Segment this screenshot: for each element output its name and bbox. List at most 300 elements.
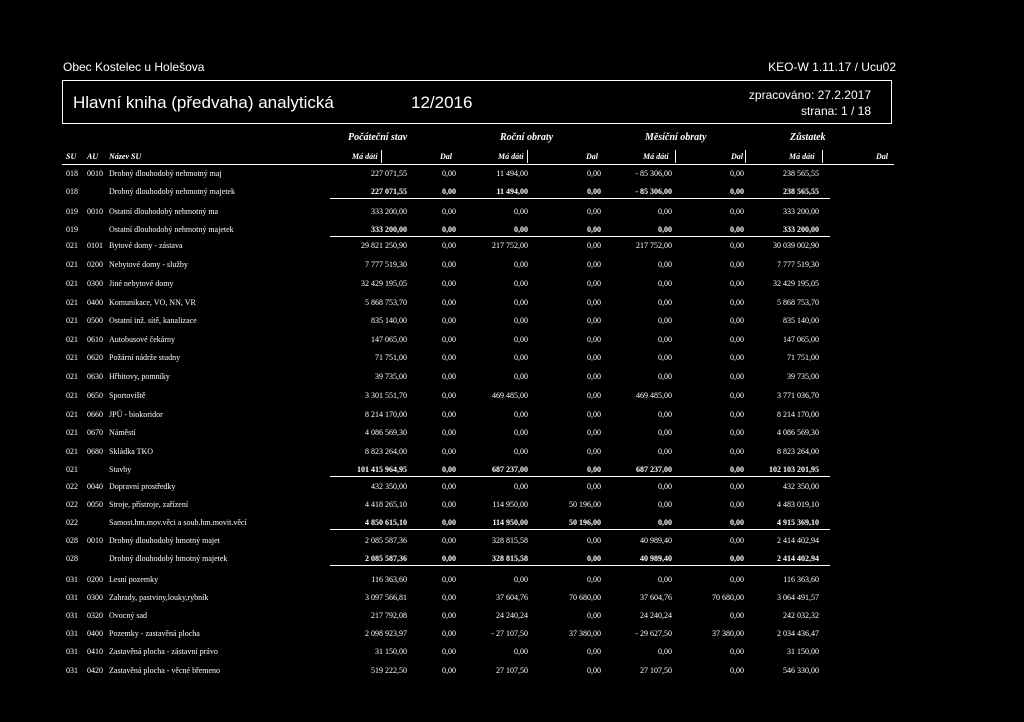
cell-balance-md: 30 039 002,90 — [773, 241, 819, 250]
table-row — [0, 169, 1024, 181]
cell-annual-md: 0,00 — [514, 428, 528, 437]
col-balance-md: Má dáti — [789, 152, 815, 161]
cell-su: 021 — [66, 428, 78, 437]
cell-balance-md: 238 565,55 — [783, 169, 819, 178]
cell-su: 028 — [66, 554, 78, 563]
cell-annual-md: 328 815,58 — [492, 536, 528, 545]
summary-underline — [330, 198, 830, 199]
cell-su: 021 — [66, 316, 78, 325]
cell-opening-md: 227 071,55 — [371, 187, 407, 196]
cell-opening-md: 8 214 170,00 — [365, 410, 407, 419]
cell-opening-d: 0,00 — [442, 410, 456, 419]
cell-balance-md: 32 429 195,05 — [773, 279, 819, 288]
cell-monthly-d: 0,00 — [730, 279, 744, 288]
cell-monthly-md: 0,00 — [658, 482, 672, 491]
cell-monthly-md: 40 989,40 — [640, 536, 672, 545]
cell-au: 0400 — [87, 298, 103, 307]
table-row — [0, 593, 1024, 605]
cell-au: 0200 — [87, 575, 103, 584]
table-row — [0, 207, 1024, 219]
cell-balance-md: 546 330,00 — [783, 666, 819, 675]
cell-monthly-d: 0,00 — [730, 428, 744, 437]
cell-monthly-d: 0,00 — [730, 536, 744, 545]
cell-monthly-d: 0,00 — [730, 207, 744, 216]
cell-su: 021 — [66, 372, 78, 381]
cell-monthly-md: 0,00 — [658, 225, 672, 234]
cell-opening-d: 0,00 — [442, 647, 456, 656]
table-row — [0, 353, 1024, 365]
cell-su: 031 — [66, 575, 78, 584]
table-row — [0, 241, 1024, 253]
table-row — [0, 611, 1024, 623]
cell-name: Hřbitovy, pomníky — [109, 372, 170, 381]
cell-balance-md: 333 200,00 — [783, 207, 819, 216]
col-name: Název SU — [109, 152, 142, 161]
cell-annual-d: 0,00 — [587, 187, 601, 196]
table-row — [0, 500, 1024, 512]
cell-name: Drobný dlouhodobý hmotný majetek — [109, 554, 228, 563]
cell-balance-md: 3 064 491,57 — [777, 593, 819, 602]
cell-opening-md: 2 098 923,97 — [365, 629, 407, 638]
cell-balance-md: 39 735,00 — [787, 372, 819, 381]
cell-monthly-d: 0,00 — [730, 260, 744, 269]
table-row — [0, 647, 1024, 659]
cell-name: Ostatní inž. sítě, kanalizace — [109, 316, 197, 325]
cell-name: Drobný dlouhodobý nehmotný maj — [109, 169, 222, 178]
cell-balance-md: 238 565,55 — [783, 187, 819, 196]
report-period: 12/2016 — [411, 93, 473, 112]
cell-balance-md: 2 414 402,94 — [777, 554, 819, 563]
cell-opening-md: 71 751,00 — [375, 353, 407, 362]
cell-opening-d: 0,00 — [442, 629, 456, 638]
cell-annual-md: 0,00 — [514, 279, 528, 288]
col-opening-md: Má dáti — [352, 152, 378, 161]
cell-annual-md: 0,00 — [514, 647, 528, 656]
cell-name: JPÚ - biokoridor — [109, 410, 163, 419]
group-opening: Počáteční stav — [348, 132, 408, 143]
cell-su: 021 — [66, 353, 78, 362]
cell-annual-d: 0,00 — [587, 410, 601, 419]
cell-opening-d: 0,00 — [442, 207, 456, 216]
cell-opening-md: 29 821 250,90 — [361, 241, 407, 250]
cell-monthly-d: 0,00 — [730, 391, 744, 400]
cell-annual-md: - 27 107,50 — [491, 629, 528, 638]
cell-au: 0010 — [87, 536, 103, 545]
cell-su: 018 — [66, 169, 78, 178]
cell-balance-md: 835 140,00 — [783, 316, 819, 325]
table-row — [0, 298, 1024, 310]
cell-opening-md: 2 085 587,36 — [365, 536, 407, 545]
cell-monthly-d: 0,00 — [730, 518, 744, 527]
table-row — [0, 372, 1024, 384]
cell-su: 021 — [66, 410, 78, 419]
cell-annual-d: 0,00 — [587, 225, 601, 234]
cell-monthly-d: 0,00 — [730, 335, 744, 344]
cell-opening-md: 147 065,00 — [371, 335, 407, 344]
organization-name: Obec Kostelec u Holešova — [63, 60, 205, 74]
cell-balance-md: 2 034 436,47 — [777, 629, 819, 638]
cell-monthly-md: 0,00 — [658, 298, 672, 307]
cell-opening-d: 0,00 — [442, 316, 456, 325]
report-title: Hlavní kniha (předvaha) analytická — [73, 93, 334, 112]
cell-opening-md: 227 071,55 — [371, 169, 407, 178]
cell-monthly-d: 70 680,00 — [712, 593, 744, 602]
table-row — [0, 391, 1024, 403]
table-row — [0, 482, 1024, 494]
cell-opening-d: 0,00 — [442, 447, 456, 456]
cell-balance-md: 5 868 753,70 — [777, 298, 819, 307]
cell-monthly-md: 0,00 — [658, 518, 672, 527]
header-separator — [745, 150, 746, 163]
cell-monthly-md: 0,00 — [658, 647, 672, 656]
program-version: KEO-W 1.11.17 / Ucu02 — [768, 60, 896, 74]
cell-annual-d: 50 196,00 — [569, 500, 601, 509]
cell-annual-md: 0,00 — [514, 298, 528, 307]
cell-name: Ostatní dlouhodobý nehmotný ma — [109, 207, 219, 216]
cell-annual-d: 0,00 — [587, 391, 601, 400]
cell-annual-d: 0,00 — [587, 666, 601, 675]
cell-su: 021 — [66, 298, 78, 307]
table-row — [0, 629, 1024, 641]
cell-opening-d: 0,00 — [442, 482, 456, 491]
cell-opening-d: 0,00 — [442, 611, 456, 620]
cell-name: Sportoviště — [109, 391, 146, 400]
col-su: SU — [66, 152, 77, 161]
cell-opening-d: 0,00 — [442, 391, 456, 400]
cell-monthly-md: 0,00 — [658, 575, 672, 584]
cell-monthly-md: 0,00 — [658, 335, 672, 344]
cell-su: 031 — [66, 666, 78, 675]
col-opening-d: Dal — [440, 152, 452, 161]
header-separator — [527, 150, 528, 163]
cell-opening-md: 2 085 587,36 — [365, 554, 407, 563]
cell-annual-md: 217 752,00 — [492, 241, 528, 250]
cell-balance-md: 7 777 519,30 — [777, 260, 819, 269]
cell-au: 0500 — [87, 316, 103, 325]
table-row — [0, 316, 1024, 328]
table-row — [0, 536, 1024, 548]
cell-balance-md: 147 065,00 — [783, 335, 819, 344]
cell-opening-d: 0,00 — [442, 241, 456, 250]
cell-au: 0200 — [87, 260, 103, 269]
cell-monthly-d: 0,00 — [730, 410, 744, 419]
cell-au: 0620 — [87, 353, 103, 362]
cell-monthly-d: 0,00 — [730, 372, 744, 381]
cell-annual-md: 27 107,50 — [496, 666, 528, 675]
cell-balance-md: 31 150,00 — [787, 647, 819, 656]
cell-balance-md: 4 915 369,10 — [777, 518, 819, 527]
summary-underline — [330, 476, 830, 477]
cell-annual-d: 0,00 — [587, 241, 601, 250]
cell-annual-d: 70 680,00 — [569, 593, 601, 602]
cell-monthly-md: 24 240,24 — [640, 611, 672, 620]
cell-annual-d: 0,00 — [587, 279, 601, 288]
cell-name: Skládka TKO — [109, 447, 154, 456]
cell-name: Samost.hm.mov.věci a soub.hm.movit.věcí — [109, 518, 247, 527]
cell-au: 0320 — [87, 611, 103, 620]
cell-opening-md: 4 850 615,10 — [365, 518, 407, 527]
cell-su: 021 — [66, 260, 78, 269]
cell-annual-md: 0,00 — [514, 335, 528, 344]
cell-opening-d: 0,00 — [442, 187, 456, 196]
cell-monthly-md: 27 107,50 — [640, 666, 672, 675]
cell-su: 019 — [66, 207, 78, 216]
cell-monthly-d: 37 380,00 — [712, 629, 744, 638]
cell-monthly-d: 0,00 — [730, 666, 744, 675]
cell-su: 019 — [66, 225, 78, 234]
cell-opening-md: 3 301 551,70 — [365, 391, 407, 400]
cell-au: 0300 — [87, 279, 103, 288]
cell-name: Stavby — [109, 465, 132, 474]
cell-name: Bytové domy - zástava — [109, 241, 183, 250]
cell-annual-md: 0,00 — [514, 410, 528, 419]
cell-opening-md: 5 868 753,70 — [365, 298, 407, 307]
cell-monthly-md: 469 485,00 — [636, 391, 672, 400]
cell-balance-md: 242 032,32 — [783, 611, 819, 620]
cell-monthly-md: 0,00 — [658, 447, 672, 456]
cell-balance-md: 8 214 170,00 — [777, 410, 819, 419]
cell-opening-d: 0,00 — [442, 518, 456, 527]
cell-su: 022 — [66, 482, 78, 491]
cell-monthly-md: 0,00 — [658, 372, 672, 381]
cell-name: Autobusové čekárny — [109, 335, 175, 344]
cell-opening-d: 0,00 — [442, 593, 456, 602]
cell-au: 0410 — [87, 647, 103, 656]
cell-name: Stroje, přístroje, zařízení — [109, 500, 189, 509]
cell-opening-d: 0,00 — [442, 554, 456, 563]
cell-name: Náměstí — [109, 428, 136, 437]
cell-opening-md: 116 363,60 — [371, 575, 407, 584]
cell-monthly-d: 0,00 — [730, 500, 744, 509]
cell-opening-d: 0,00 — [442, 298, 456, 307]
cell-monthly-d: 0,00 — [730, 353, 744, 362]
cell-annual-md: 0,00 — [514, 260, 528, 269]
cell-au: 0010 — [87, 207, 103, 216]
cell-opening-md: 31 150,00 — [375, 647, 407, 656]
cell-monthly-md: - 85 306,00 — [635, 187, 672, 196]
cell-monthly-d: 0,00 — [730, 447, 744, 456]
cell-opening-md: 835 140,00 — [371, 316, 407, 325]
cell-su: 031 — [66, 611, 78, 620]
cell-annual-md: 0,00 — [514, 316, 528, 325]
summary-underline — [330, 565, 830, 566]
cell-annual-d: 0,00 — [587, 298, 601, 307]
cell-annual-md: 0,00 — [514, 372, 528, 381]
cell-su: 031 — [66, 593, 78, 602]
cell-opening-md: 101 415 964,95 — [357, 465, 407, 474]
cell-opening-d: 0,00 — [442, 536, 456, 545]
cell-name: Dopravní prostředky — [109, 482, 176, 491]
table-row — [0, 335, 1024, 347]
header-separator — [675, 150, 676, 163]
cell-opening-md: 39 735,00 — [375, 372, 407, 381]
group-monthly: Měsíční obraty — [645, 132, 707, 143]
cell-opening-d: 0,00 — [442, 575, 456, 584]
cell-au: 0630 — [87, 372, 103, 381]
cell-annual-d: 0,00 — [587, 611, 601, 620]
table-row — [0, 666, 1024, 678]
cell-au: 0670 — [87, 428, 103, 437]
table-row — [0, 575, 1024, 587]
cell-annual-md: 114 950,00 — [492, 518, 528, 527]
cell-monthly-md: 0,00 — [658, 279, 672, 288]
cell-name: Drobný dlouhodobý hmotný majet — [109, 536, 220, 545]
cell-annual-d: 37 380,00 — [569, 629, 601, 638]
cell-balance-md: 2 414 402,94 — [777, 536, 819, 545]
cell-au: 0420 — [87, 666, 103, 675]
cell-annual-md: 0,00 — [514, 482, 528, 491]
cell-annual-d: 0,00 — [587, 447, 601, 456]
cell-su: 022 — [66, 500, 78, 509]
cell-opening-d: 0,00 — [442, 279, 456, 288]
processed-date: zpracováno: 27.2.2017 — [748, 88, 871, 102]
cell-name: Lesní pozemky — [109, 575, 159, 584]
cell-balance-md: 432 350,00 — [783, 482, 819, 491]
cell-au: 0040 — [87, 482, 103, 491]
cell-annual-d: 0,00 — [587, 207, 601, 216]
summary-underline — [330, 529, 830, 530]
cell-monthly-d: 0,00 — [730, 482, 744, 491]
cell-annual-md: 24 240,24 — [496, 611, 528, 620]
cell-opening-d: 0,00 — [442, 500, 456, 509]
cell-balance-md: 8 823 264,00 — [777, 447, 819, 456]
cell-opening-d: 0,00 — [442, 428, 456, 437]
cell-annual-md: 687 237,00 — [492, 465, 528, 474]
cell-su: 028 — [66, 536, 78, 545]
group-annual: Roční obraty — [500, 132, 554, 143]
cell-opening-md: 432 350,00 — [371, 482, 407, 491]
cell-su: 021 — [66, 447, 78, 456]
cell-monthly-d: 0,00 — [730, 316, 744, 325]
cell-name: Zastavěná plocha - věcné břemeno — [109, 666, 221, 675]
cell-annual-md: 114 950,00 — [492, 500, 528, 509]
cell-monthly-d: 0,00 — [730, 575, 744, 584]
table-row — [0, 260, 1024, 272]
cell-monthly-md: 0,00 — [658, 260, 672, 269]
cell-monthly-md: 0,00 — [658, 410, 672, 419]
cell-balance-md: 3 771 036,70 — [777, 391, 819, 400]
cell-name: Ovocný sad — [109, 611, 147, 620]
cell-monthly-md: - 29 627,50 — [635, 629, 672, 638]
cell-annual-d: 0,00 — [587, 335, 601, 344]
cell-au: 0680 — [87, 447, 103, 456]
cell-annual-d: 50 196,00 — [569, 518, 601, 527]
table-row — [0, 447, 1024, 459]
cell-monthly-d: 0,00 — [730, 554, 744, 563]
cell-au: 0050 — [87, 500, 103, 509]
cell-name: Ostatní dlouhodobý nehmotný majetek — [109, 225, 234, 234]
cell-balance-md: 4 483 019,10 — [777, 500, 819, 509]
cell-name: Drobný dlouhodobý nehmotný majetek — [109, 187, 235, 196]
header-rule — [62, 164, 894, 165]
cell-balance-md: 116 363,60 — [783, 575, 819, 584]
cell-opening-md: 3 097 566,81 — [365, 593, 407, 602]
cell-annual-md: 0,00 — [514, 353, 528, 362]
table-row — [0, 410, 1024, 422]
col-au: AU — [87, 152, 99, 161]
cell-opening-md: 333 200,00 — [371, 207, 407, 216]
cell-opening-d: 0,00 — [442, 260, 456, 269]
cell-name: Komunikace, VO, NN, VR — [109, 298, 196, 307]
cell-au: 0400 — [87, 629, 103, 638]
cell-opening-d: 0,00 — [442, 372, 456, 381]
cell-annual-md: 328 815,58 — [492, 554, 528, 563]
cell-su: 021 — [66, 279, 78, 288]
cell-annual-md: 11 494,00 — [496, 169, 528, 178]
cell-annual-md: 0,00 — [514, 575, 528, 584]
report-title-box — [62, 80, 892, 124]
cell-monthly-d: 0,00 — [730, 169, 744, 178]
cell-opening-d: 0,00 — [442, 353, 456, 362]
cell-su: 021 — [66, 465, 78, 474]
cell-annual-d: 0,00 — [587, 647, 601, 656]
cell-su: 021 — [66, 241, 78, 250]
cell-annual-md: 37 604,76 — [496, 593, 528, 602]
cell-monthly-d: 0,00 — [730, 241, 744, 250]
cell-su: 021 — [66, 335, 78, 344]
cell-annual-d: 0,00 — [587, 316, 601, 325]
cell-monthly-md: 0,00 — [658, 428, 672, 437]
group-balance: Zůstatek — [790, 132, 826, 143]
cell-opening-d: 0,00 — [442, 465, 456, 474]
cell-annual-md: 0,00 — [514, 207, 528, 216]
cell-monthly-d: 0,00 — [730, 298, 744, 307]
cell-su: 031 — [66, 647, 78, 656]
cell-monthly-d: 0,00 — [730, 611, 744, 620]
cell-name: Nebytové domy - služby — [109, 260, 188, 269]
cell-monthly-md: 0,00 — [658, 316, 672, 325]
cell-balance-md: 102 103 201,95 — [769, 465, 819, 474]
cell-opening-d: 0,00 — [442, 335, 456, 344]
header-separator — [381, 150, 382, 163]
cell-opening-d: 0,00 — [442, 666, 456, 675]
cell-opening-md: 4 418 265,10 — [365, 500, 407, 509]
cell-opening-md: 8 823 264,00 — [365, 447, 407, 456]
cell-annual-d: 0,00 — [587, 428, 601, 437]
cell-monthly-md: 0,00 — [658, 353, 672, 362]
cell-name: Jiné nebytové domy — [109, 279, 174, 288]
cell-name: Požární nádrže studny — [109, 353, 181, 362]
cell-annual-d: 0,00 — [587, 554, 601, 563]
cell-balance-md: 4 086 569,30 — [777, 428, 819, 437]
cell-annual-d: 0,00 — [587, 482, 601, 491]
cell-annual-md: 0,00 — [514, 447, 528, 456]
cell-monthly-md: 217 752,00 — [636, 241, 672, 250]
cell-annual-d: 0,00 — [587, 465, 601, 474]
header-separator — [822, 150, 823, 163]
cell-monthly-md: - 85 306,00 — [635, 169, 672, 178]
cell-opening-md: 333 200,00 — [371, 225, 407, 234]
col-annual-md: Má dáti — [498, 152, 524, 161]
cell-monthly-d: 0,00 — [730, 465, 744, 474]
cell-opening-md: 4 086 569,30 — [365, 428, 407, 437]
cell-annual-md: 0,00 — [514, 225, 528, 234]
cell-opening-md: 7 777 519,30 — [365, 260, 407, 269]
cell-annual-d: 0,00 — [587, 169, 601, 178]
col-annual-d: Dal — [586, 152, 598, 161]
cell-au: 0660 — [87, 410, 103, 419]
cell-au: 0010 — [87, 169, 103, 178]
cell-monthly-d: 0,00 — [730, 647, 744, 656]
cell-annual-d: 0,00 — [587, 372, 601, 381]
cell-monthly-md: 0,00 — [658, 500, 672, 509]
cell-annual-d: 0,00 — [587, 536, 601, 545]
cell-annual-d: 0,00 — [587, 260, 601, 269]
cell-opening-md: 32 429 195,05 — [361, 279, 407, 288]
cell-su: 021 — [66, 391, 78, 400]
cell-monthly-md: 687 237,00 — [636, 465, 672, 474]
cell-monthly-md: 37 604,76 — [640, 593, 672, 602]
